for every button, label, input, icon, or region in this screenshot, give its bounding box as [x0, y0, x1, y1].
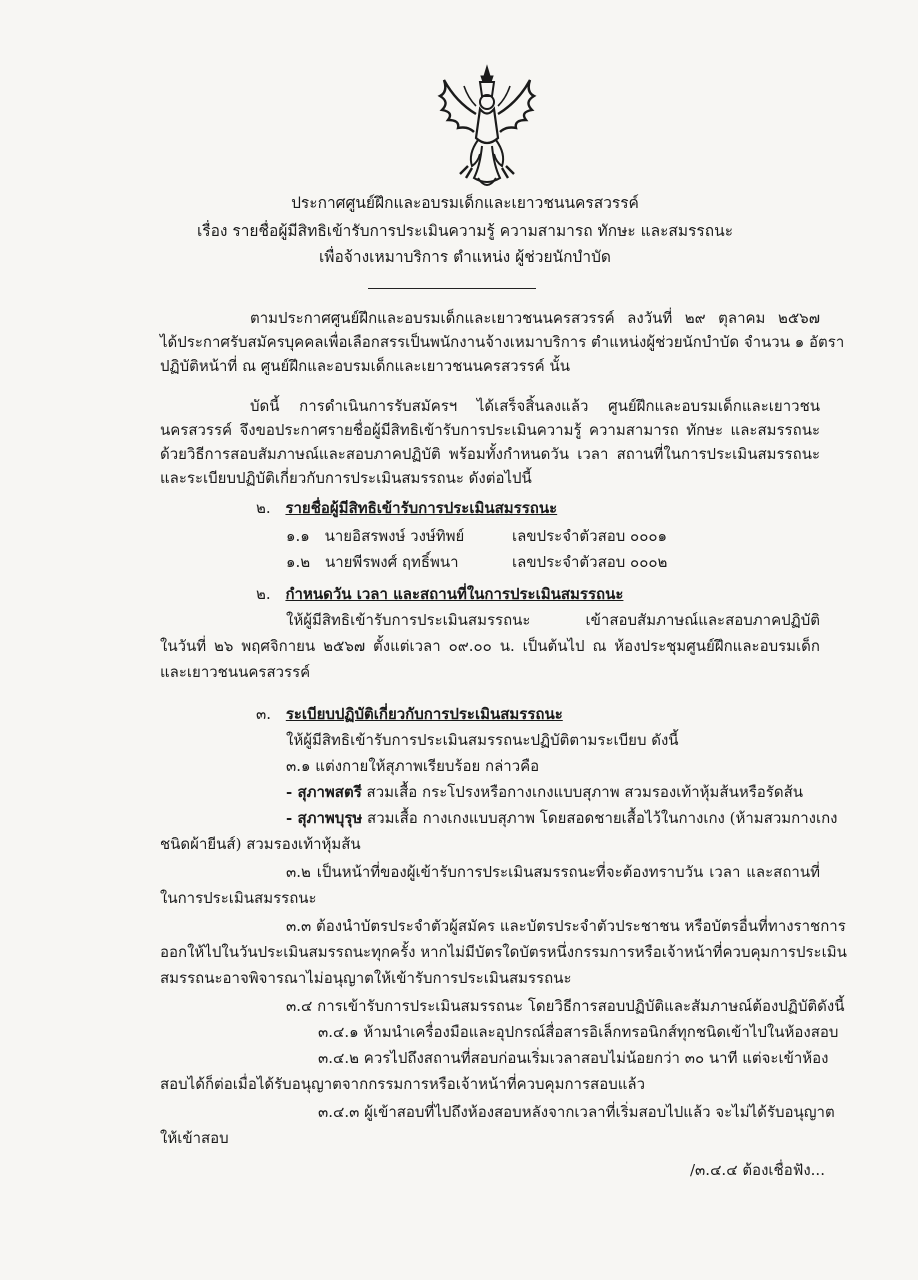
candidate-exam-id: เลขประจำตัวสอบ ๐๐๐๒ — [512, 553, 668, 571]
section-2-line-3: และเยาวชนนครสวรรค์ — [160, 663, 311, 681]
rule-3-2-line-1: ๓.๒ เป็นหน้าที่ของผู้เข้ารับการประเมินสมรรถนะที่จะต้องทราบวัน เวลา และสถานที่ — [286, 863, 820, 881]
section-1-heading — [256, 498, 557, 518]
section-3-heading — [256, 704, 563, 724]
section-3-intro: ให้ผู้มีสิทธิเข้ารับการประเมินสมรรถนะปฏิบัติตามระเบียบ ดังนี้ — [286, 731, 679, 749]
candidate-row — [286, 526, 464, 546]
intro-line-3: ปฏิบัติหน้าที่ ณ ศูนย์ฝึกและอบรมเด็กและเยาวชนนครสวรรค์ นั้น — [160, 357, 570, 375]
garuda-emblem-icon — [428, 62, 546, 194]
rule-3-1: ๓.๑ แต่งกายให้สุภาพเรียบร้อย กล่าวคือ — [286, 757, 540, 775]
section-2-line-1: ให้ผู้มีสิทธิเข้ารับการประเมินสมรรถนะ เข้าสอบสัมภาษณ์และสอบภาคปฏิบัติ — [286, 611, 820, 629]
section-2-title: กำหนดวัน เวลา และสถานที่ในการประเมินสมรรถนะ — [285, 585, 624, 603]
rule-3-3-line-2: ออกให้ไปในวันประเมินสมรรถนะทุกครั้ง หากไม่มีบัตรใดบัตรหนึ่งกรรมการหรือเจ้าหน้าที่ควบคุมการประเมิน — [160, 943, 847, 961]
para2-line-4: และระเบียบปฏิบัติเกี่ยวกับการประเมินสมรรถนะ ดังต่อไปนี้ — [160, 469, 532, 487]
candidate-number: ๑.๑ — [286, 527, 310, 545]
rule-3-2-line-2: ในการประเมินสมรรถนะ — [160, 889, 317, 907]
section-1-number: ๒. — [256, 499, 271, 517]
female-label: - สุภาพสตรี — [286, 783, 362, 801]
para2-line-2: นครสวรรค์ จึงขอประกาศรายชื่อผู้มีสิทธิเข้ารับการประเมินความรู้ ความสามารถ ทักษะ และสมรรถนะ — [160, 421, 820, 439]
announcement-purpose: เพื่อจ้างเหมาบริการ ตำแหน่ง ผู้ช่วยนักบำบัด — [318, 248, 611, 266]
candidate-name: นายพีรพงศ์ ฤทธิ์พนา — [324, 553, 459, 571]
rule-3-3-line-1: ๓.๓ ต้องนำบัตรประจำตัวผู้สมัคร และบัตรประจำตัวประชาชน หรือบัตรอื่นที่ทางราชการ — [286, 917, 846, 935]
candidate-name: นายอิสรพงษ์ วงษ์ทิพย์ — [324, 527, 465, 545]
header-divider — [368, 288, 536, 289]
rule-3-4-3-line-2: ให้เข้าสอบ — [160, 1129, 229, 1147]
para2-line-3: ด้วยวิธีการสอบสัมภาษณ์และสอบภาคปฏิบัติ พร้อมทั้งกำหนดวัน เวลา สถานที่ในการประเมินสมรรถนะ — [160, 445, 820, 463]
section-3-number: ๓. — [256, 705, 272, 723]
male-label: - สุภาพบุรุษ — [286, 809, 363, 827]
section-2-heading — [256, 584, 623, 604]
section-2-number: ๒. — [256, 585, 271, 603]
intro-line-1: ตามประกาศศูนย์ฝึกและอบรมเด็กและเยาวชนนครสวรรค์ ลงวันที่ ๒๙ ตุลาคม ๒๕๖๗ — [250, 309, 820, 327]
rule-3-4-2-line-2: สอบได้ก็ต่อเมื่อได้รับอนุญาตจากกรรมการหรือเจ้าหน้าที่ควบคุมการสอบแล้ว — [160, 1075, 646, 1093]
candidate-row — [286, 552, 459, 572]
announcement-subject: เรื่อง รายชื่อผู้มีสิทธิเข้ารับการประเมินความรู้ ความสามารถ ทักษะ และสมรรถนะ — [196, 222, 734, 240]
section-1-title: รายชื่อผู้มีสิทธิเข้ารับการประเมินสมรรถนะ — [285, 499, 558, 517]
intro-line-2: ได้ประกาศรับสมัครบุคคลเพื่อเลือกสรรเป็นพนักงานจ้างเหมาบริการ ตำแหน่งผู้ช่วยนักบำบัด จำนวน ๑ อัตรา — [160, 333, 845, 351]
section-2-line-2: ในวันที่ ๒๖ พฤศจิกายน ๒๕๖๗ ตั้งแต่เวลา ๐๙.๐๐ น. เป็นต้นไป ณ ห้องประชุมศูนย์ฝึกและอบรมเด็ก — [160, 637, 820, 655]
female-text: สวมเสื้อ กระโปรงหรือกางเกงแบบสุภาพ สวมรองเท้าหุ้มส้นหรือรัดส้น — [361, 783, 803, 801]
rule-3-4: ๓.๔ การเข้ารับการประเมินสมรรถนะ โดยวิธีการสอบปฏิบัติและสัมภาษณ์ต้องปฏิบัติดังนี้ — [286, 997, 845, 1015]
dress-code-male-cont: ชนิดผ้ายีนส์) สวมรองเท้าหุ้มส้น — [160, 835, 361, 853]
rule-3-3-line-3: สมรรถนะอาจพิจารณาไม่อนุญาตให้เข้ารับการประเมินสมรรถนะ — [160, 969, 572, 987]
section-3-title: ระเบียบปฏิบัติเกี่ยวกับการประเมินสมรรถนะ — [285, 705, 563, 723]
announcement-title: ประกาศศูนย์ฝึกและอบรมเด็กและเยาวชนนครสวรรค์ — [291, 194, 639, 212]
dress-code-male — [286, 808, 838, 828]
rule-3-4-3-line-1: ๓.๔.๓ ผู้เข้าสอบที่ไปถึงห้องสอบหลังจากเวลาที่เริ่มสอบไปแล้ว จะไม่ได้รับอนุญาต — [318, 1103, 835, 1121]
rule-3-4-1: ๓.๔.๑ ห้ามนำเครื่องมือและอุปกรณ์สื่อสารอิเล็กทรอนิกส์ทุกชนิดเข้าไปในห้องสอบ — [318, 1023, 839, 1041]
dress-code-female — [286, 782, 803, 802]
candidate-exam-id: เลขประจำตัวสอบ ๐๐๐๑ — [512, 527, 668, 545]
rule-3-4-2-line-1: ๓.๔.๒ ควรไปถึงสถานที่สอบก่อนเริ่มเวลาสอบไม่น้อยกว่า ๓๐ นาที แต่จะเข้าห้อง — [318, 1049, 829, 1067]
male-text: สวมเสื้อ กางเกงแบบสุภาพ โดยสอดชายเสื้อไว้ในกางเกง (ห้ามสวมกางเกง — [362, 809, 838, 827]
candidate-number: ๑.๒ — [286, 553, 311, 571]
para2-line-1: บัดนี้ การดำเนินการรับสมัครฯ ได้เสร็จสิ้นลงแล้ว ศูนย์ฝึกและอบรมเด็กและเยาวชน — [250, 397, 820, 415]
continuation-note: /๓.๔.๔ ต้องเชื่อฟัง... — [690, 1161, 825, 1179]
